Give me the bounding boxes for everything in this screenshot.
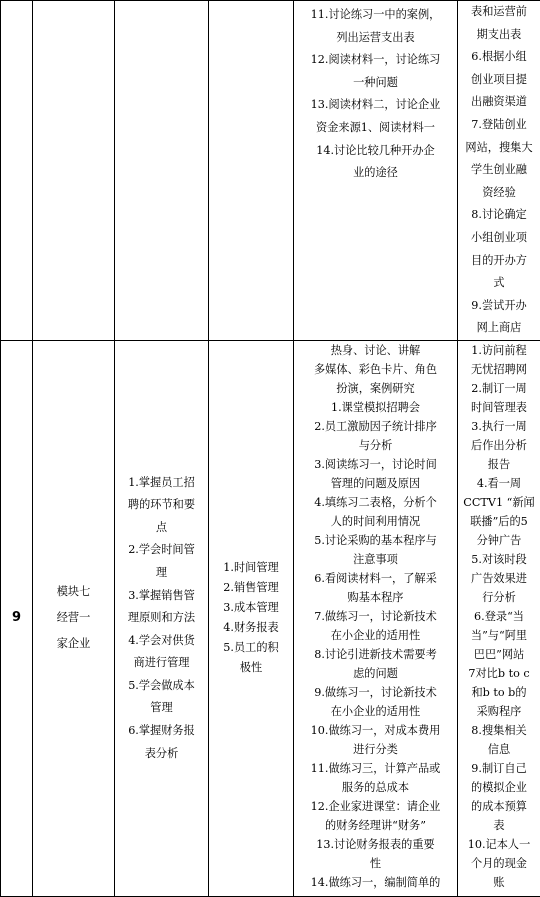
methods-cell	[294, 1, 458, 341]
method-line: 进行分类	[294, 740, 457, 759]
task-line: 采购程序	[458, 702, 540, 721]
method-line: 在小企业的适用性	[294, 702, 457, 721]
task-line: 联播”后的5	[458, 512, 540, 531]
method-line: 的财务经理讲“财务”	[294, 816, 457, 835]
task-line: 9.尝试开办	[458, 295, 540, 318]
method-line: 一种问题	[294, 72, 457, 95]
method-line: 5.讨论采购的基本程序与	[294, 531, 457, 550]
task-line: 分钟广告	[458, 531, 540, 550]
task-line: 表和运营前	[458, 1, 540, 24]
method-line: 13.阅读材料二，讨论企业	[294, 94, 457, 117]
method-line: 3.阅读练习一，讨论时间	[294, 455, 457, 474]
task-line: 网站，搜集大	[458, 137, 540, 160]
method-line: 多媒体、彩色卡片、角色	[294, 360, 457, 379]
objective-line: 聘的环节和要	[115, 494, 208, 517]
methods-cell	[294, 340, 458, 896]
objective-line: 4.学会对供货	[115, 630, 208, 653]
task-line: 信息	[458, 740, 540, 759]
objective-line: 2.学会时间管	[115, 539, 208, 562]
module-cell	[33, 1, 115, 341]
task-line: 8.搜集相关	[458, 721, 540, 740]
method-line: 13.讨论财务报表的重要	[294, 835, 457, 854]
row-number: 9	[1, 340, 33, 896]
objective-line: 3.掌握销售管	[115, 585, 208, 608]
task-line: 资经验	[458, 182, 540, 205]
method-line: 热身、讨论、讲解	[294, 341, 457, 360]
module-line: 家企业	[33, 631, 114, 657]
method-line: 扮演，案例研究	[294, 379, 457, 398]
task-line: 巴巴”网站	[458, 645, 540, 664]
method-line: 人的时间利用情况	[294, 512, 457, 531]
content-line: 2.销售管理	[209, 578, 293, 598]
task-line: 9.制订自己	[458, 759, 540, 778]
content-line: 3.成本管理	[209, 598, 293, 618]
method-line: 管理的问题及原因	[294, 474, 457, 493]
method-line: 注意事项	[294, 550, 457, 569]
content-line: 1.时间管理	[209, 558, 293, 578]
task-line: 创业项目提	[458, 69, 540, 92]
method-line: 业的途径	[294, 162, 457, 185]
method-line: 6.看阅读材料一，了解采	[294, 569, 457, 588]
task-line: 7对比b to c	[458, 664, 540, 683]
task-line: 5.对该时段	[458, 550, 540, 569]
table-row	[1, 1, 540, 341]
task-line: 7.登陆创业	[458, 114, 540, 137]
method-line: 14.讨论比较几种开办企	[294, 140, 457, 163]
tasks-cell	[458, 1, 540, 341]
method-line: 资金来源1、阅读材料一	[294, 117, 457, 140]
objective-line: 点	[115, 517, 208, 540]
method-line: 11.做练习三，计算产品或	[294, 759, 457, 778]
module-cell	[33, 340, 115, 896]
objective-line: 理原则和方法	[115, 607, 208, 630]
method-line: 在小企业的适用性	[294, 626, 457, 645]
objectives-cell	[115, 340, 209, 896]
method-line: 7.做练习一，讨论新技术	[294, 607, 457, 626]
method-line: 4.填练习二表格，分析个	[294, 493, 457, 512]
objective-line: 商进行管理	[115, 652, 208, 675]
content-cell	[209, 1, 294, 341]
task-line: 广告效果进	[458, 569, 540, 588]
task-line: 行分析	[458, 588, 540, 607]
task-line: 账	[458, 873, 540, 892]
task-line: 6.根据小组	[458, 46, 540, 69]
task-line: 的成本预算	[458, 797, 540, 816]
module-line: 经营一	[33, 605, 114, 631]
task-line: 期支出表	[458, 24, 540, 47]
task-line: 当”与“阿里	[458, 626, 540, 645]
task-line: 10.记本人一	[458, 835, 540, 854]
task-line: 学生创业融	[458, 159, 540, 182]
task-line: 出融资渠道	[458, 91, 540, 114]
method-line: 列出运营支出表	[294, 27, 457, 50]
task-line: 网上商店	[458, 317, 540, 340]
task-line: 表	[458, 816, 540, 835]
method-line: 虑的问题	[294, 664, 457, 683]
task-line: 4.看一周	[458, 474, 540, 493]
task-line: 3.执行一周	[458, 417, 540, 436]
task-line: 无忧招聘网	[458, 360, 540, 379]
method-line: 12.阅读材料一，讨论练习	[294, 49, 457, 72]
task-line: 的模拟企业	[458, 778, 540, 797]
method-line: 购基本程序	[294, 588, 457, 607]
method-line: 性	[294, 854, 457, 873]
method-line: 8.讨论引进新技术需要考	[294, 645, 457, 664]
task-line: 时间管理表	[458, 398, 540, 417]
objective-line: 表分析	[115, 743, 208, 766]
objective-line: 理	[115, 562, 208, 585]
objective-line: 管理	[115, 697, 208, 720]
row-number	[1, 1, 33, 341]
task-line: 后作出分析	[458, 436, 540, 455]
content-cell	[209, 340, 294, 896]
method-line: 9.做练习一，讨论新技术	[294, 683, 457, 702]
table-row	[1, 340, 540, 896]
task-line: 小组创业项	[458, 227, 540, 250]
method-line: 11.讨论练习一中的案例，	[294, 4, 457, 27]
task-line: 个月的现金	[458, 854, 540, 873]
task-line: 式	[458, 272, 540, 295]
content-line: 5.员工的积	[209, 638, 293, 658]
method-line: 12.企业家进课堂：请企业	[294, 797, 457, 816]
task-line: 目的开办方	[458, 250, 540, 273]
method-line: 14.做练习一，编制简单的	[294, 873, 457, 892]
task-line: 6.登录“当	[458, 607, 540, 626]
objectives-cell	[115, 1, 209, 341]
task-line: 和b to b的	[458, 683, 540, 702]
method-line: 1.课堂模拟招聘会	[294, 398, 457, 417]
method-line: 10.做练习一，对成本费用	[294, 721, 457, 740]
method-line: 服务的总成本	[294, 778, 457, 797]
module-line: 模块七	[33, 579, 114, 605]
task-line: 2.制订一周	[458, 379, 540, 398]
task-line: 1.访问前程	[458, 341, 540, 360]
method-line: 2.员工激励因子统计排序	[294, 417, 457, 436]
method-line: 与分析	[294, 436, 457, 455]
task-line: CCTV1 “新闻	[458, 493, 540, 512]
objective-line: 5.学会做成本	[115, 675, 208, 698]
content-line: 极性	[209, 658, 293, 678]
objective-line: 6.掌握财务报	[115, 720, 208, 743]
task-line: 8.讨论确定	[458, 204, 540, 227]
task-line: 报告	[458, 455, 540, 474]
tasks-cell	[458, 340, 540, 896]
content-line: 4.财务报表	[209, 618, 293, 638]
objective-line: 1.掌握员工招	[115, 472, 208, 495]
